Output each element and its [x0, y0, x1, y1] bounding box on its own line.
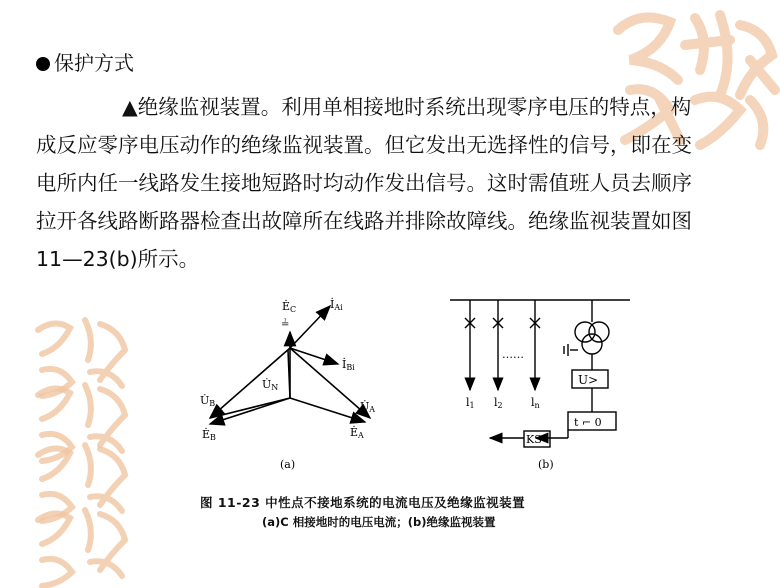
- watermark-text: 吉祥如意: [620, 60, 624, 61]
- caption-a: (a): [280, 458, 296, 471]
- pt-winding-3: [582, 334, 602, 354]
- label-iai: İAi: [330, 298, 343, 312]
- figure-subcaption: (a)C 相接地时的电压电流；(b)绝缘监视装置: [262, 515, 496, 529]
- caption-b: (b): [538, 458, 554, 471]
- label-ub: U̇B: [200, 394, 216, 408]
- dots: ……: [502, 348, 524, 361]
- figure-11-23: [180, 290, 640, 494]
- label-l2: l2: [494, 396, 503, 410]
- paragraph-line: ▲绝缘监视装置。利用单相接地时系统出现零序电压的特点，构: [122, 95, 692, 119]
- ground-symbol: ≟: [281, 319, 290, 330]
- label-ln: ln: [531, 396, 540, 410]
- label-l1: l1: [466, 396, 475, 410]
- paragraph-line: 11—23(b)所示。: [36, 247, 200, 271]
- section-heading: [36, 50, 134, 76]
- bullet-icon: [36, 57, 50, 71]
- paragraph-line: 拉开各线路断路器检查出故障所在线路并排除故障线。绝缘监视装置如图: [36, 209, 692, 233]
- label-ea: ĖA: [350, 426, 364, 440]
- pt-winding-2: [589, 322, 609, 342]
- phasor-ua: [290, 348, 370, 418]
- label-eb: ĖB: [202, 428, 216, 442]
- body-paragraph: [36, 88, 748, 278]
- paragraph-line: 电所内任一线路发生接地短路时均动作发出信号。这时需值班人员去顺序: [36, 171, 692, 195]
- phasor-ea: [290, 398, 365, 422]
- label-ua: U̇A: [360, 400, 376, 414]
- label-voltage-relay: U>: [578, 373, 599, 387]
- label-ks: KS: [526, 433, 542, 446]
- watermark-seal-small-4: [30, 500, 140, 588]
- heading-text: 保护方式: [54, 51, 134, 75]
- phasor-eb-arrow: [210, 398, 290, 424]
- label-ec: ĖC: [282, 300, 297, 314]
- figure-drawing: [180, 290, 640, 490]
- paragraph-line: 成反应零序电压动作的绝缘监视装置。但它发出无选择性的信号，即在变: [36, 133, 692, 157]
- label-timer: t ⌐ 0: [574, 416, 602, 429]
- label-ibi: İBi: [342, 358, 355, 372]
- figure-caption: 图 11-23 中性点不接地系统的电流电压及绝缘监视装置: [200, 495, 526, 510]
- phasor-ibi: [290, 348, 338, 364]
- label-un: U̇N: [262, 378, 279, 392]
